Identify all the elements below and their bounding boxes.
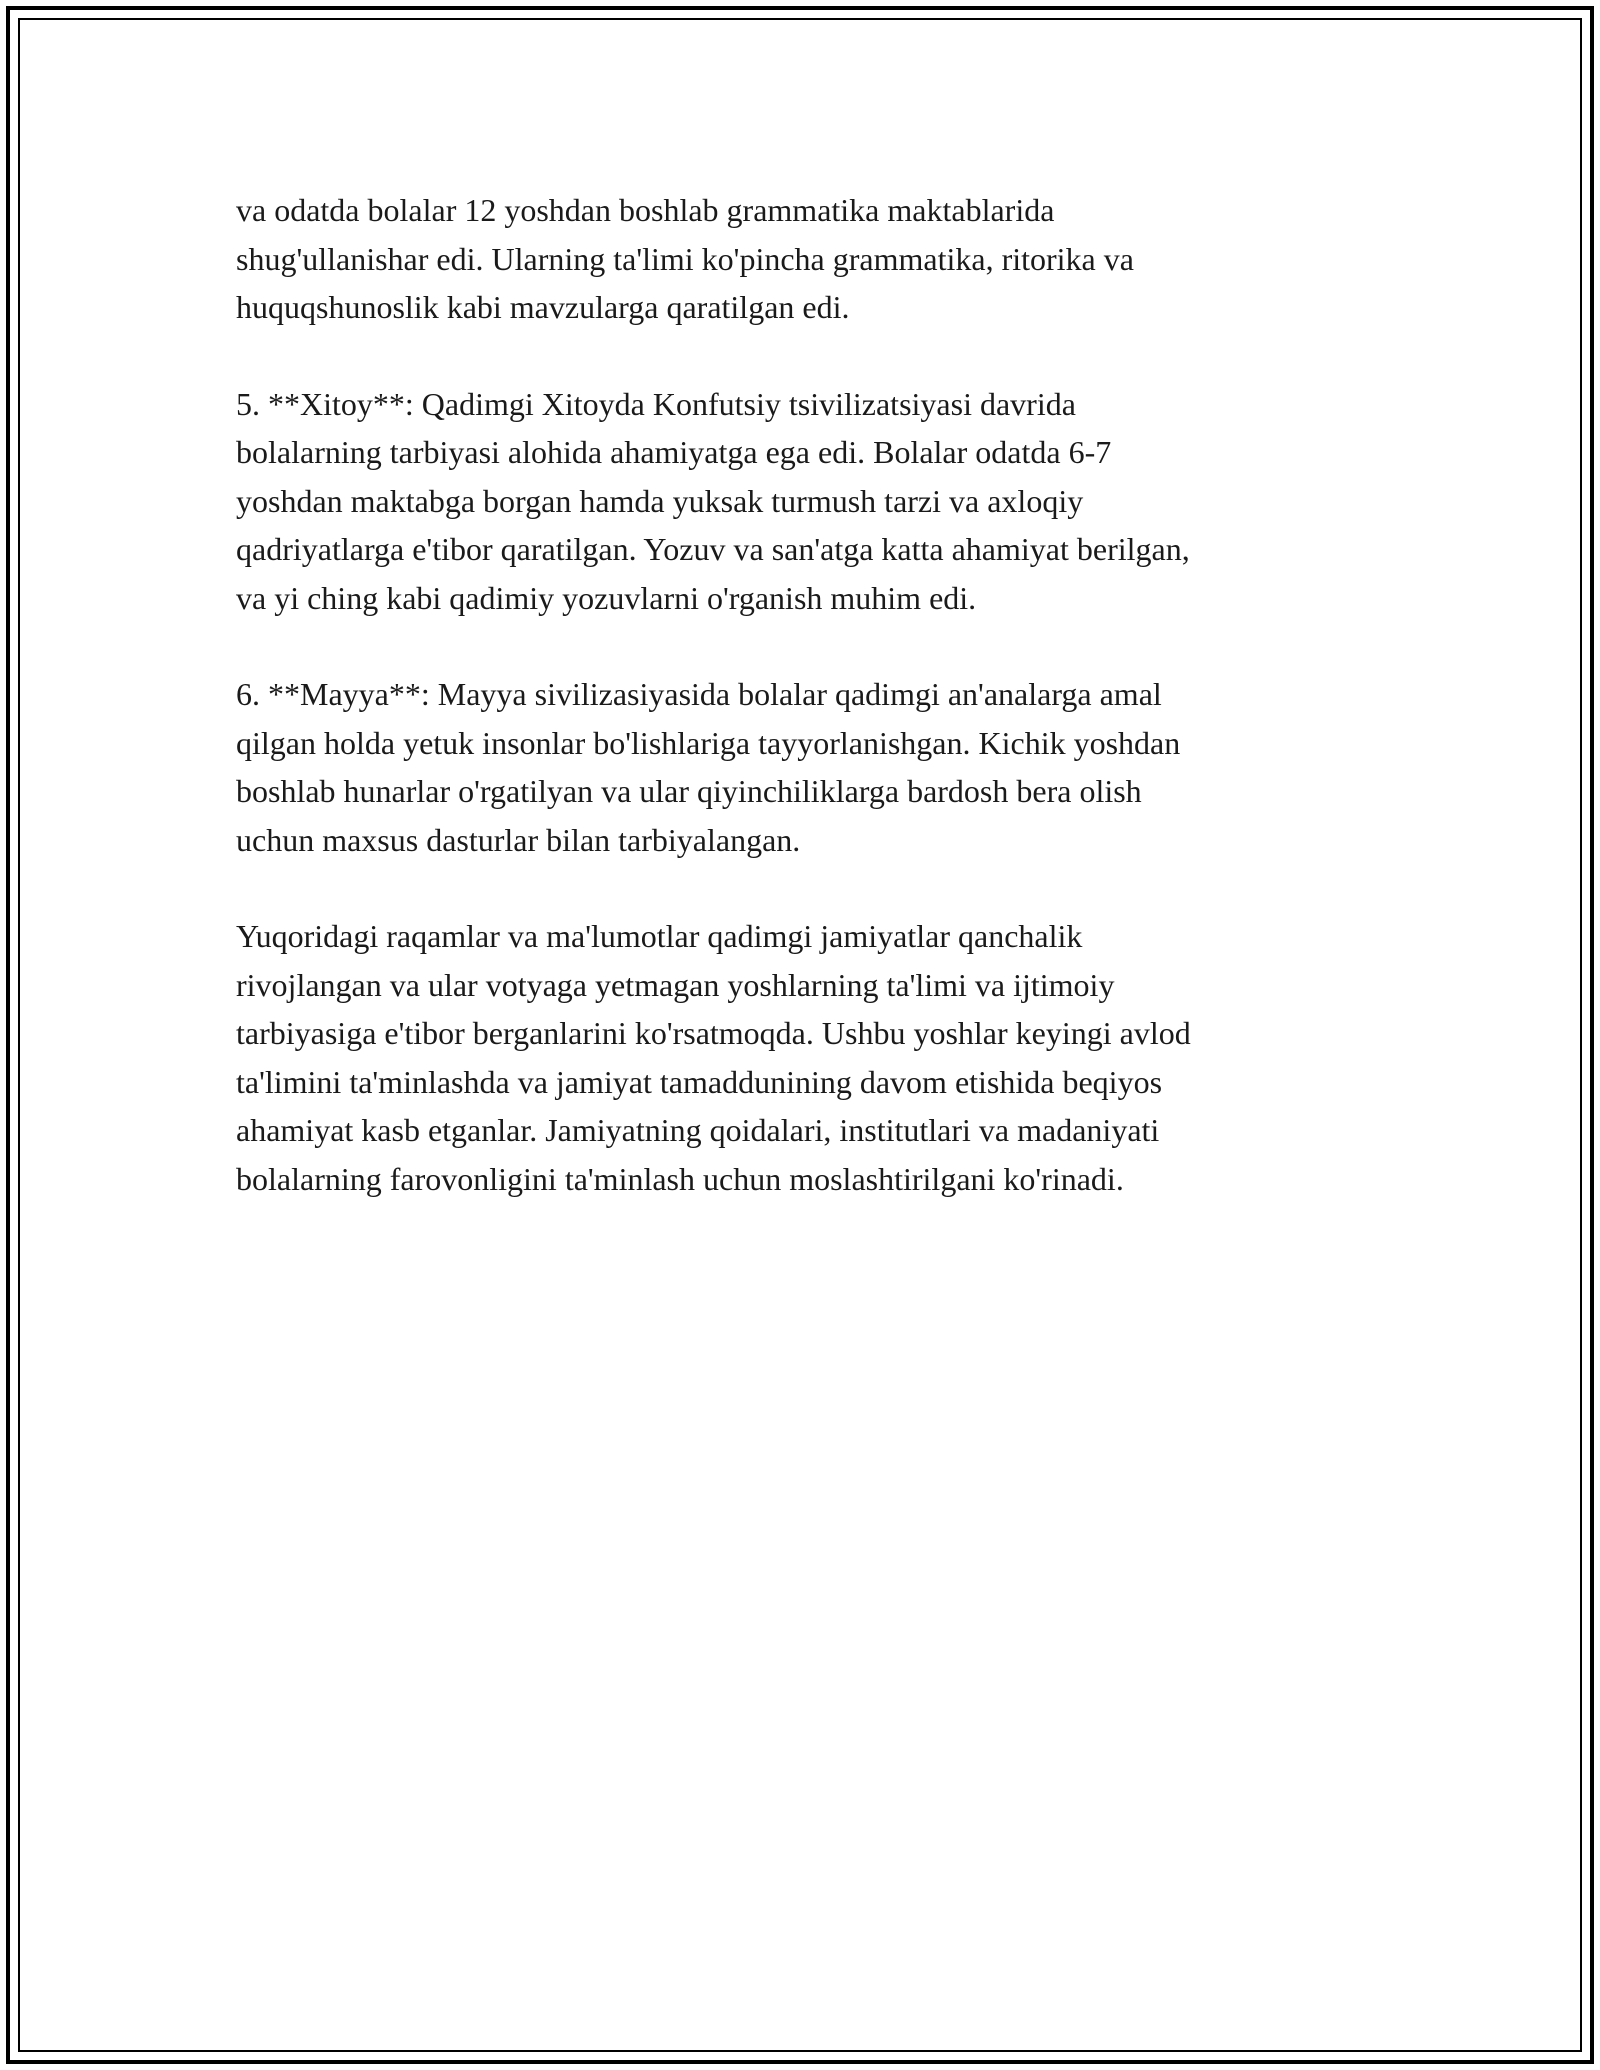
paragraph-mayya: 6. **Mayya**: Mayya sivilizasiyasida bolalar qadimgi an'analarga amal qilgan holda yetuk insonlar bo'lishlariga tayyorlanishgan. Kichik yoshdan boshlab hunarlar o'rgatilyan va ular qiyinchiliklarga bardosh bera olish uchun maxsus dasturlar bilan tarbiyalangan.	[236, 676, 1181, 858]
paragraph-xitoy: 5. **Xitoy**: Qadimgi Xitoyda Konfutsiy tsivilizatsiyasi davrida bolalarning tarbiyasi alohida ahamiyatga ega edi. Bolalar odatda 6-7 yoshdan maktabga borgan hamda yuksak turmush tarzi va axloqiy qadriyatlarga e'tibor qaratilgan. Yozuv va san'atga katta ahamiyat berilgan, va yi ching kabi qadimiy yozuvlarni o'rganish muhim edi.	[236, 385, 1190, 616]
paragraph-conclusion: Yuqoridagi raqamlar va ma'lumotlar qadimgi jamiyatlar qanchalik rivojlangan va ular votyaga yetmagan yoshlarning ta'limi va ijtimoiy tarbiyasiga e'tibor berganlarini ko'rsatmoqda. Ushbu yoshlar keyingi avlod ta'limini ta'minlashda va jamiyat tamaddunining davom etishida beqiyos ahamiyat kasb etganlar. Jamiyatning qoidalari, institutlari va madaniyati bolalarning farovonligini ta'minlash uchun moslashtirilgani ko'rinadi.	[236, 918, 1191, 1197]
paragraph-intro-continuation: va odatda bolalar 12 yoshdan boshlab grammatika maktablarida shug'ullanishar edi. Ularning ta'limi ko'pincha grammatika, ritorika va huquqshunoslik kabi mavzularga qaratilgan edi.	[236, 192, 1134, 325]
document-body	[236, 186, 1386, 1251]
